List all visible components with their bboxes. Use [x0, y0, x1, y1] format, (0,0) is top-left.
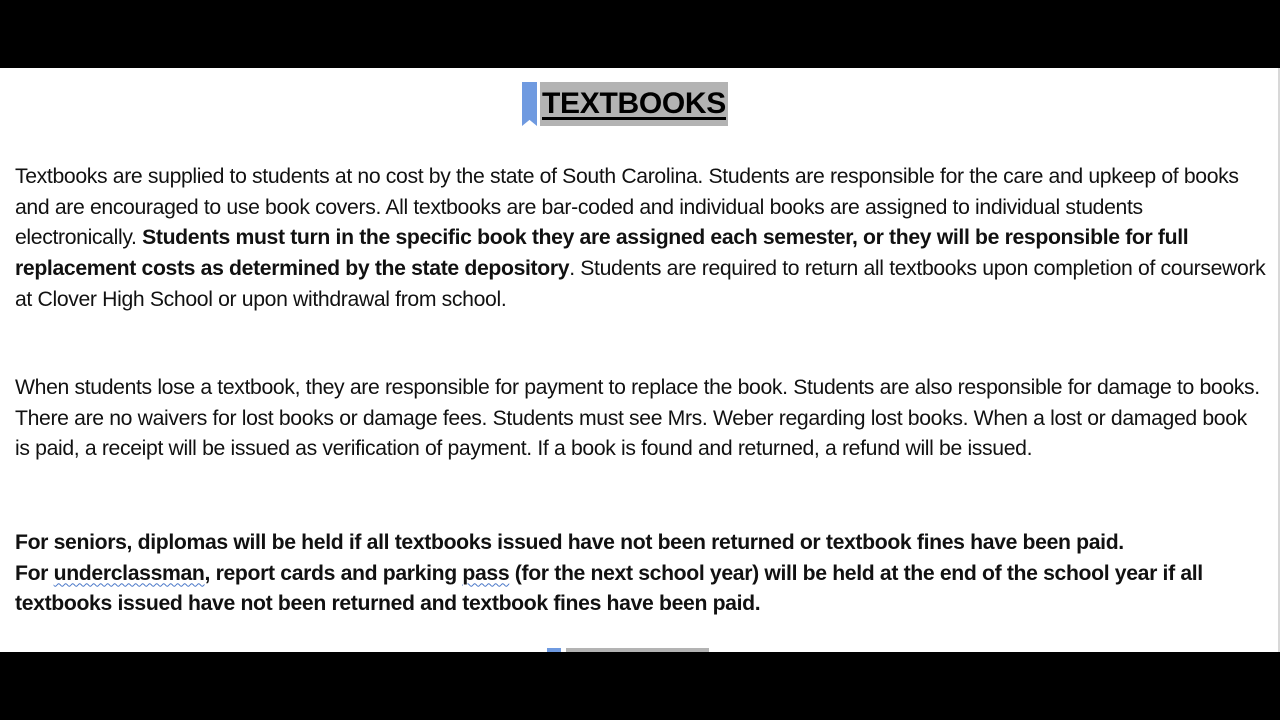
paragraph-lost-books: When students lose a textbook, they are responsible for payment to replace the book. Students are also responsible for damage to books. There are no waivers for lost books or damage fees. Students must see Mrs. Weber regarding lost books. When a lost or damaged book is paid, a receipt will be issued as verification of payment. If a book is found and returned, a refund will be issued. [15, 376, 1260, 461]
paragraph-penalties [15, 528, 1267, 620]
paragraph-textbook-supply [15, 162, 1267, 316]
bookmark-icon-next [547, 648, 561, 652]
paragraph-text: Textbooks are supplied to students at no cost by the state of South Carolina. Students are responsible for the care and upkeep of books and are encouraged to use book covers. All textbooks are bar-coded and individual books are assigned to individual students electronically. [15, 165, 1239, 250]
paragraph-text: . Students are required to return all textbooks upon completion of coursework at Clover High School or upon withdrawal from school. [15, 257, 1266, 311]
bold-requirement: Students must turn in the specific book they are assigned each semester, or they will be responsible for full replacement costs as determined by the state depository [15, 226, 1189, 281]
next-heading-highlight [566, 648, 709, 652]
document-page [0, 68, 1280, 652]
paragraph-text: (for the next school year) will be held at the end of the school year if all textbooks issued have not been returned and textbook fines have been paid. [15, 561, 1203, 616]
paragraph-text: For [15, 561, 54, 585]
spellcheck-word-underclassman[interactable]: underclassman [53, 561, 205, 585]
seniors-line: For seniors, diplomas will be held if all textbooks issued have not been returned or textbook fines have been paid. [15, 531, 1124, 554]
spellcheck-word-pass[interactable]: pass [462, 561, 510, 585]
title-block [522, 82, 728, 128]
paragraph-text: , report cards and parking [204, 561, 463, 585]
bookmark-icon [522, 82, 537, 126]
page-title: TEXTBOOKS [540, 82, 728, 126]
